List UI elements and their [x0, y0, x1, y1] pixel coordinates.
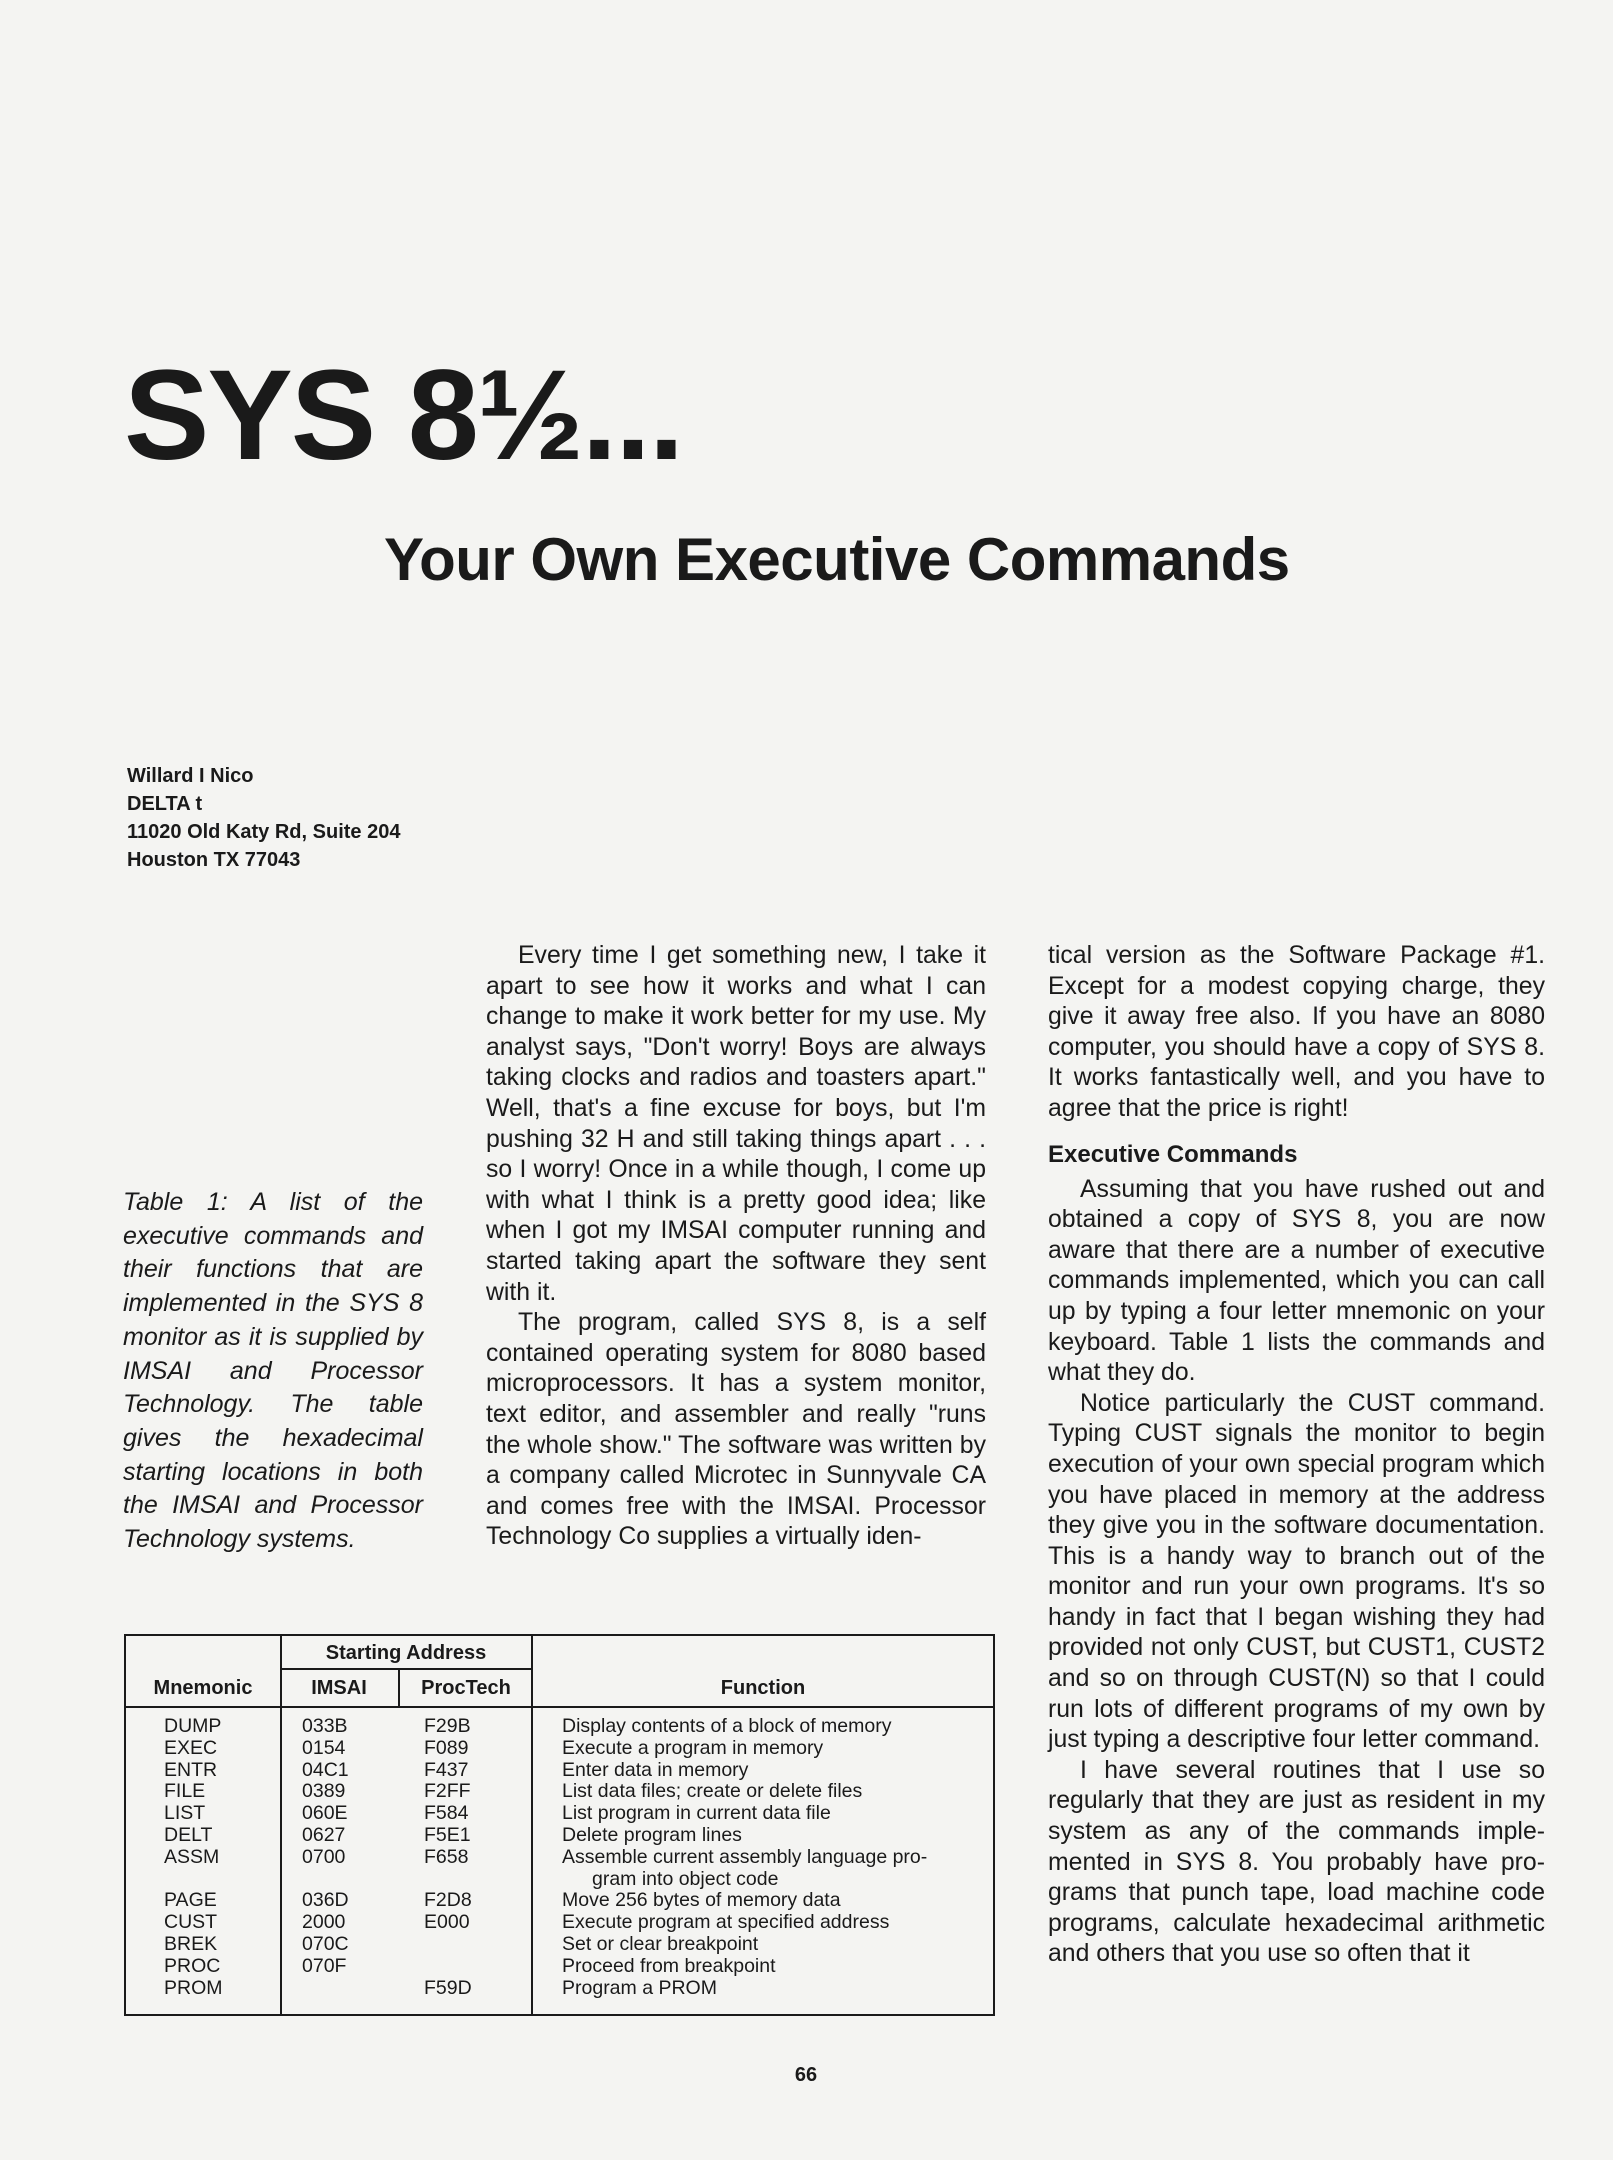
- header-starting-address: Starting Address: [325, 1642, 487, 1664]
- cell-proctech: F2FF: [424, 1780, 471, 1803]
- body-column-right: [1048, 941, 1545, 1970]
- body-paragraph: Assuming that you have rushed out and obtained a copy of SYS 8, you are now aware that there are a number of executive commands implemented, which you can call up by typing a four letter mnemonic on your keyboard. Table 1 lists the commands and what they do.: [1048, 1175, 1545, 1387]
- article-subtitle: Your Own Executive Commands: [384, 526, 1290, 593]
- cell-function: List data files; create or delete files: [562, 1780, 863, 1803]
- cell-proctech: F658: [424, 1845, 469, 1868]
- body-column-middle: [486, 941, 986, 1553]
- cell-imsai: 036D: [302, 1889, 349, 1912]
- cell-mnemonic: FILE: [164, 1780, 206, 1803]
- author-city: Houston TX 77043: [127, 849, 301, 871]
- header-proctech: ProcTech: [421, 1677, 511, 1699]
- cell-function: Program a PROM: [562, 1976, 717, 1999]
- cell-mnemonic: ENTR: [164, 1758, 218, 1781]
- cell-mnemonic: DUMP: [164, 1715, 222, 1737]
- table-row: [126, 1781, 993, 1803]
- cell-proctech: F089: [424, 1736, 469, 1759]
- cell-function: Proceed from breakpoint: [562, 1954, 776, 1977]
- cell-function: List program in current data file: [562, 1802, 831, 1825]
- cell-function-continuation: gram into object code: [592, 1867, 779, 1890]
- cell-function: Execute a program in memory: [562, 1736, 824, 1759]
- cell-mnemonic: EXEC: [164, 1736, 218, 1759]
- header-function: Function: [720, 1677, 806, 1699]
- table-row: [126, 1956, 993, 1978]
- table-row: [126, 1716, 993, 1738]
- cell-imsai: 0700: [302, 1845, 346, 1868]
- cell-mnemonic: PROC: [164, 1954, 221, 1977]
- cell-proctech: E000: [424, 1911, 470, 1934]
- cell-imsai: 0389: [302, 1780, 346, 1803]
- author-name: Willard I Nico: [127, 765, 254, 787]
- table-caption: Table 1: A list of the executive commands and their functions that are implemented in the SYS 8 monitor as it is supplied by IMSAI and Processor Technology. The table gives the hexadecimal starting locations in both the IMSAI and Processor Technology systems.: [123, 1188, 423, 1554]
- cell-imsai: 0627: [302, 1823, 346, 1846]
- cell-mnemonic: ASSM: [164, 1845, 220, 1868]
- table-rule: [280, 1668, 532, 1670]
- cell-mnemonic: PROM: [164, 1976, 223, 1999]
- cell-function: Execute program at specified address: [562, 1911, 890, 1934]
- cell-mnemonic: PAGE: [164, 1889, 217, 1912]
- cell-imsai: 070C: [302, 1932, 349, 1955]
- cell-imsai: 0154: [302, 1736, 346, 1759]
- page-number: 66: [794, 2064, 818, 2086]
- body-paragraph: The program, called SYS 8, is a self contained operating system for 8080 based microprocessors. It has a system monitor, text editor, and assembler and really "runs the whole show." The software was written by a company called Microtec in Sunnyvale CA and comes free with the IMSAI. Processor Technology Co supplies a virtually iden-: [486, 1309, 986, 1551]
- body-paragraph: I have several routines that I use so regularly that they are just as resident in my system as any of the commands implemented in SYS 8. You probably have programs that punch tape, load machine code programs, calculate hexadecimal arithmetic and others that you use so often that it: [1048, 1756, 1545, 1968]
- cell-function: Move 256 bytes of memory data: [562, 1889, 841, 1912]
- cell-function: Display contents of a block of memory: [562, 1715, 892, 1737]
- article-title: SYS 8½...: [124, 344, 683, 487]
- cell-imsai: 033B: [302, 1715, 348, 1737]
- table-row: [126, 1934, 993, 1956]
- cell-proctech: F584: [424, 1802, 469, 1825]
- body-paragraph: Notice particularly the CUST command. Typing CUST signals the monitor to begin execution of your own special program which you have placed in memory at the address they give you in the software documentation. This is a handy way to branch out of the monitor and run your own programs. It's so handy in fact that I began wishing they had provided not only CUST, but CUST1, CUST2 and so on through CUST(N) so that I could run lots of different programs of my own by just typing a descriptive four letter command.: [1048, 1389, 1545, 1754]
- cell-mnemonic: DELT: [164, 1823, 213, 1846]
- body-paragraph: Every time I get something new, I take it apart to see how it works and what I can change to make it work better for my use. My analyst says, "Don't worry! Boys are always taking clocks and radios and toasters apart." Well, that's a fine excuse for boys, but I'm pushing 32 H and still taking things apart . . . so I worry! Once in a while though, I come up with what I think is a pretty good idea; like when I got my IMSAI computer running and started taking apart the software they sent with it.: [486, 942, 986, 1306]
- author-byline: [127, 762, 400, 874]
- cell-imsai: 2000: [302, 1911, 346, 1934]
- table-row: [126, 1847, 993, 1891]
- cell-proctech: F29B: [424, 1715, 471, 1737]
- header-imsai: IMSAI: [311, 1677, 367, 1699]
- table-row: [126, 1738, 993, 1760]
- cell-function: Enter data in memory: [562, 1758, 749, 1781]
- body-paragraph: tical version as the Software Package #1. Except for a modest copying charge, they give it away free also. If you have an 8080 computer, you should have a copy of SYS 8. It works fantastically well, and you have to agree that the price is right!: [1048, 942, 1545, 1122]
- cell-proctech: F5E1: [424, 1823, 471, 1846]
- cell-imsai: 04C1: [302, 1758, 349, 1781]
- table-body: [126, 1716, 993, 1999]
- cell-proctech: F2D8: [424, 1889, 472, 1912]
- section-heading: Executive Commands: [1048, 1140, 1298, 1168]
- cell-mnemonic: CUST: [164, 1911, 218, 1934]
- table-row: [126, 1978, 993, 2000]
- cell-mnemonic: LIST: [164, 1802, 206, 1825]
- cell-imsai: 060E: [302, 1802, 348, 1825]
- commands-table: [124, 1634, 995, 2016]
- cell-imsai: 070F: [302, 1954, 347, 1977]
- table-row: [126, 1912, 993, 1934]
- cell-function: Set or clear breakpoint: [562, 1932, 759, 1955]
- cell-proctech: F59D: [424, 1976, 472, 1999]
- cell-function: [562, 1847, 977, 1891]
- table-row: [126, 1825, 993, 1847]
- cell-mnemonic: BREK: [164, 1932, 218, 1955]
- cell-function: Delete program lines: [562, 1823, 742, 1846]
- cell-proctech: F437: [424, 1758, 469, 1781]
- author-company: DELTA t: [127, 793, 203, 815]
- header-mnemonic: Mnemonic: [153, 1677, 253, 1699]
- table-row: [126, 1760, 993, 1782]
- table-row: [126, 1803, 993, 1825]
- cell-function-line: Assemble current assembly language pro-: [562, 1845, 928, 1868]
- author-street: 11020 Old Katy Rd, Suite 204: [127, 821, 401, 843]
- table-row: [126, 1890, 993, 1912]
- table-rule: [126, 1706, 993, 1708]
